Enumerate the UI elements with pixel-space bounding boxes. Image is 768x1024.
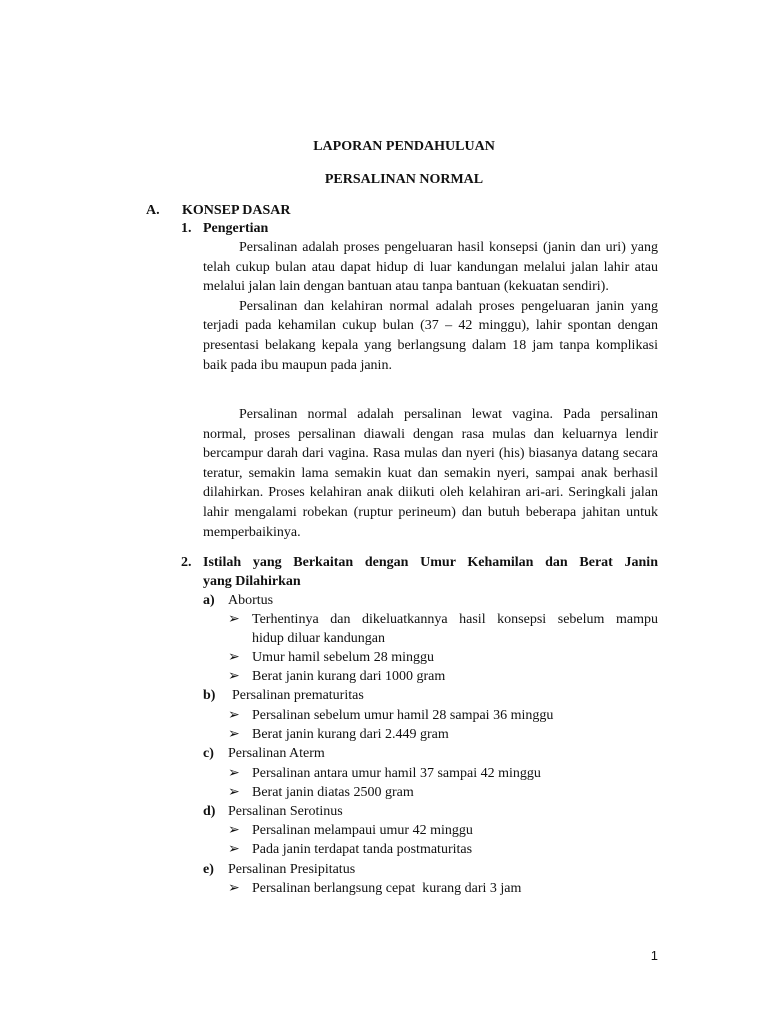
arrow-bullet-icon: ➢ [228, 707, 240, 723]
section-letter: A. [146, 203, 160, 218]
item-a-bullet-1-line1: Terhentinya dan dikeluatkannya hasil konsepsi sebelum mampu [252, 612, 658, 627]
arrow-bullet-icon: ➢ [228, 668, 240, 684]
subsection-2-heading-line1: Istilah yang Berkaitan dengan Umur Kehamilan dan Berat Janin [203, 555, 658, 570]
subsection-2-heading-line2: yang Dilahirkan [203, 574, 301, 589]
paragraph-definitions [203, 238, 658, 375]
paragraph-2: Persalinan dan kelahiran normal adalah proses pengeluaran janin yang terjadi pada kehamilan cukup bulan (37 – 42 minggu), lahir spontan dengan presentasi belakang kepala yang berlangsung dalam 18 jam tanpa komplikasi baik pada ibu maupun pada janin. [203, 298, 658, 373]
item-c-bullet-1: Persalinan antara umur hamil 37 sampai 42 minggu [252, 766, 541, 781]
item-b-bullet-1: Persalinan sebelum umur hamil 28 sampai 36 minggu [252, 708, 554, 723]
subsection-1-number: 1. [181, 221, 192, 236]
document-subtitle: PERSALINAN NORMAL [324, 172, 484, 187]
list-item [228, 879, 521, 898]
item-d-title: Persalinan Serotinus [228, 804, 343, 819]
list-item [228, 764, 541, 783]
page-number: 1 [650, 948, 658, 963]
arrow-bullet-icon: ➢ [228, 841, 240, 857]
arrow-bullet-icon: ➢ [228, 765, 240, 781]
list-item [228, 706, 553, 725]
subsection-1-heading: Pengertian [203, 221, 269, 236]
arrow-bullet-icon: ➢ [228, 822, 240, 838]
item-c-label: c) [203, 746, 214, 761]
arrow-bullet-icon: ➢ [228, 880, 240, 896]
item-b-title: Persalinan prematuritas [232, 688, 364, 703]
item-a-bullet-3: Berat janin kurang dari 1000 gram [252, 669, 446, 684]
paragraph-1: Persalinan adalah proses pengeluaran hasil konsepsi (janin dan uri) yang telah cukup bulan atau dapat hidup di luar kandungan melalui jalan lahir atau melalui jalan lain dengan bantuan atau tanpa bantuan (kekuatan sendiri). [203, 240, 658, 295]
item-a-bullet-1-line2: hidup diluar kandungan [252, 631, 385, 646]
arrow-bullet-icon: ➢ [228, 649, 240, 665]
list-item [228, 667, 445, 686]
list-item [228, 783, 414, 802]
item-e-title: Persalinan Presipitatus [228, 862, 356, 877]
item-a-bullet-2: Umur hamil sebelum 28 minggu [252, 650, 434, 665]
item-b-bullet-2: Berat janin kurang dari 2.449 gram [252, 727, 449, 742]
paragraph-block-3 [203, 405, 658, 542]
arrow-bullet-icon: ➢ [228, 784, 240, 800]
arrow-bullet-icon: ➢ [228, 726, 240, 742]
paragraph-3: Persalinan normal adalah persalinan lewat vagina. Pada persalinan normal, proses persalinan diawali dengan rasa mulas dan keluarnya lendir bercampur darah dari vagina. Rasa mulas dan nyeri (his) biasanya datang secara teratur, semakin lama semakin kuat dan semakin nyeri, sampai anak berhasil dilahirkan. Proses kelahiran anak diikuti oleh kelahiran ari-ari. Seringkali jalan lahir mengalami robekan (ruptur perineum) dan butuh beberapa jahitan untuk memperbaikinya. [203, 407, 658, 540]
list-item [228, 610, 252, 629]
arrow-bullet-icon: ➢ [228, 611, 240, 627]
item-c-title: Persalinan Aterm [228, 746, 325, 761]
item-d-bullet-2: Pada janin terdapat tanda postmaturitas [252, 842, 473, 857]
item-d-bullet-1: Persalinan melampaui umur 42 minggu [252, 823, 473, 838]
section-heading: KONSEP DASAR [182, 203, 291, 218]
item-a-label: a) [203, 593, 215, 608]
document-title: LAPORAN PENDAHULUAN [313, 139, 495, 154]
item-e-label: e) [203, 862, 214, 877]
item-c-bullet-2: Berat janin diatas 2500 gram [252, 785, 414, 800]
list-item [228, 840, 472, 859]
item-e-bullet-1: Persalinan berlangsung cepat kurang dari 3 jam [252, 881, 522, 896]
list-item [228, 648, 434, 667]
item-a-title: Abortus [228, 593, 274, 608]
list-item [228, 821, 473, 840]
item-b-label: b) [203, 688, 216, 703]
item-d-label: d) [203, 804, 216, 819]
subsection-2-number: 2. [181, 555, 192, 570]
list-item [228, 725, 449, 744]
